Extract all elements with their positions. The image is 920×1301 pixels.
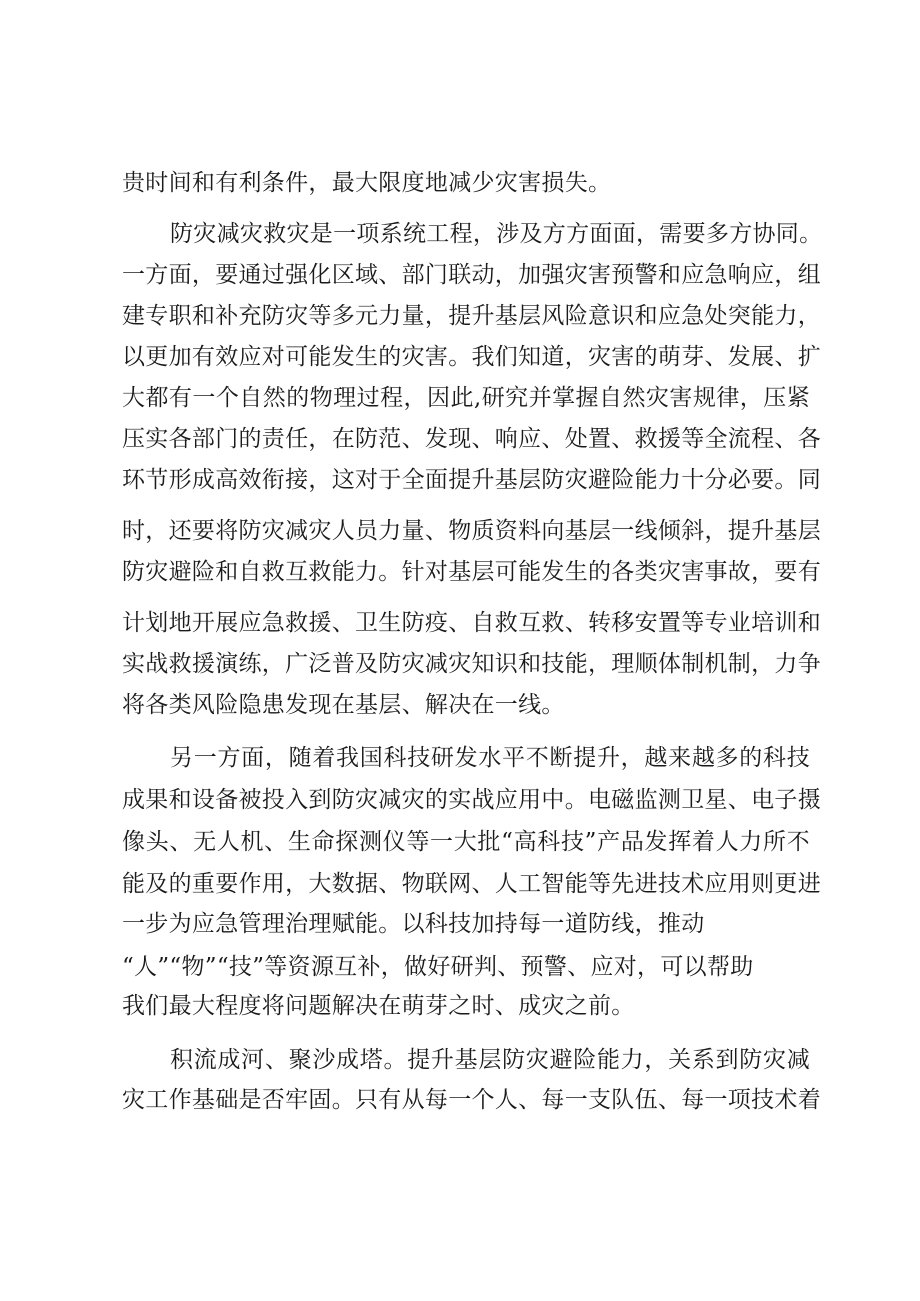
text-line-1: 贵时间和有利条件，最大限度地减少灾害损失。: [122, 170, 612, 196]
paragraph-3-line-3: 像头、无人机、生命探测仪等一大批“高科技”产品发挥着人力所不: [122, 829, 810, 855]
paragraph-3-line-7: 我们最大程度将问题解决在萌芽之时、成灾之前。: [122, 993, 635, 1019]
paragraph-3-line-6: “人”“物”“技”等资源互补，做好研判、预警、应对，可以帮助: [122, 954, 754, 980]
paragraph-3-line-2: 成果和设备被投入到防灾减灾的实战应用中。电磁监测卫星、电子摄: [122, 787, 821, 813]
paragraph-2-line-5: 大都有一个自然的物理过程，因此,研究并掌握自然灾害规律，压紧: [122, 385, 810, 411]
paragraph-4-line-1: 积流成河、聚沙成塔。提升基层防灾避险能力，关系到防灾减: [170, 1047, 810, 1073]
paragraph-2-line-8: 时，还要将防灾减灾人员力量、物质资料向基层一线倾斜，提升基层: [122, 518, 821, 544]
paragraph-3-line-5: 一步为应急管理治理赋能。以科技加持每一道防线，推动: [122, 911, 705, 937]
paragraph-2-line-2: 一方面，要通过强化区域、部门联动，加强灾害预警和应急响应，组: [122, 262, 821, 288]
paragraph-2-line-6: 压实各部门的责任，在防范、发现、响应、处置、救援等全流程、各: [122, 426, 821, 452]
paragraph-2-line-10: 计划地开展应急救援、卫生防疫、自救互救、转移安置等专业培训和: [122, 610, 821, 636]
paragraph-2-line-3: 建专职和补充防灾等多元力量，提升基层风险意识和应急处突能力，: [122, 303, 821, 329]
paragraph-2-line-9: 防灾避险和自救互救能力。针对基层可能发生的各类灾害事故，要有: [122, 559, 821, 585]
paragraph-4-line-2: 灾工作基础是否牢固。只有从每一个人、每一支队伍、每一项技术着: [122, 1087, 821, 1113]
paragraph-3-line-4: 能及的重要作用，大数据、物联网、人工智能等先进技术应用则更进: [122, 871, 821, 897]
paragraph-3-line-1: 另一方面，随着我国科技研发水平不断提升，越来越多的科技: [170, 745, 810, 771]
paragraph-2-line-7: 环节形成高效衔接，这对于全面提升基层防灾避险能力十分必要。同: [122, 467, 821, 493]
paragraph-2-line-4: 以更加有效应对可能发生的灾害。我们知道，灾害的萌芽、发展、扩: [122, 344, 821, 370]
paragraph-2-line-12: 将各类风险隐患发现在基层、解决在一线。: [122, 692, 565, 718]
paragraph-2-line-11: 实战救援演练，广泛普及防灾减灾知识和技能，理顺体制机制，力争: [122, 651, 821, 677]
paragraph-2-line-1: 防灾减灾救灾是一项系统工程，涉及方方面面，需要多方协同。: [170, 221, 823, 247]
